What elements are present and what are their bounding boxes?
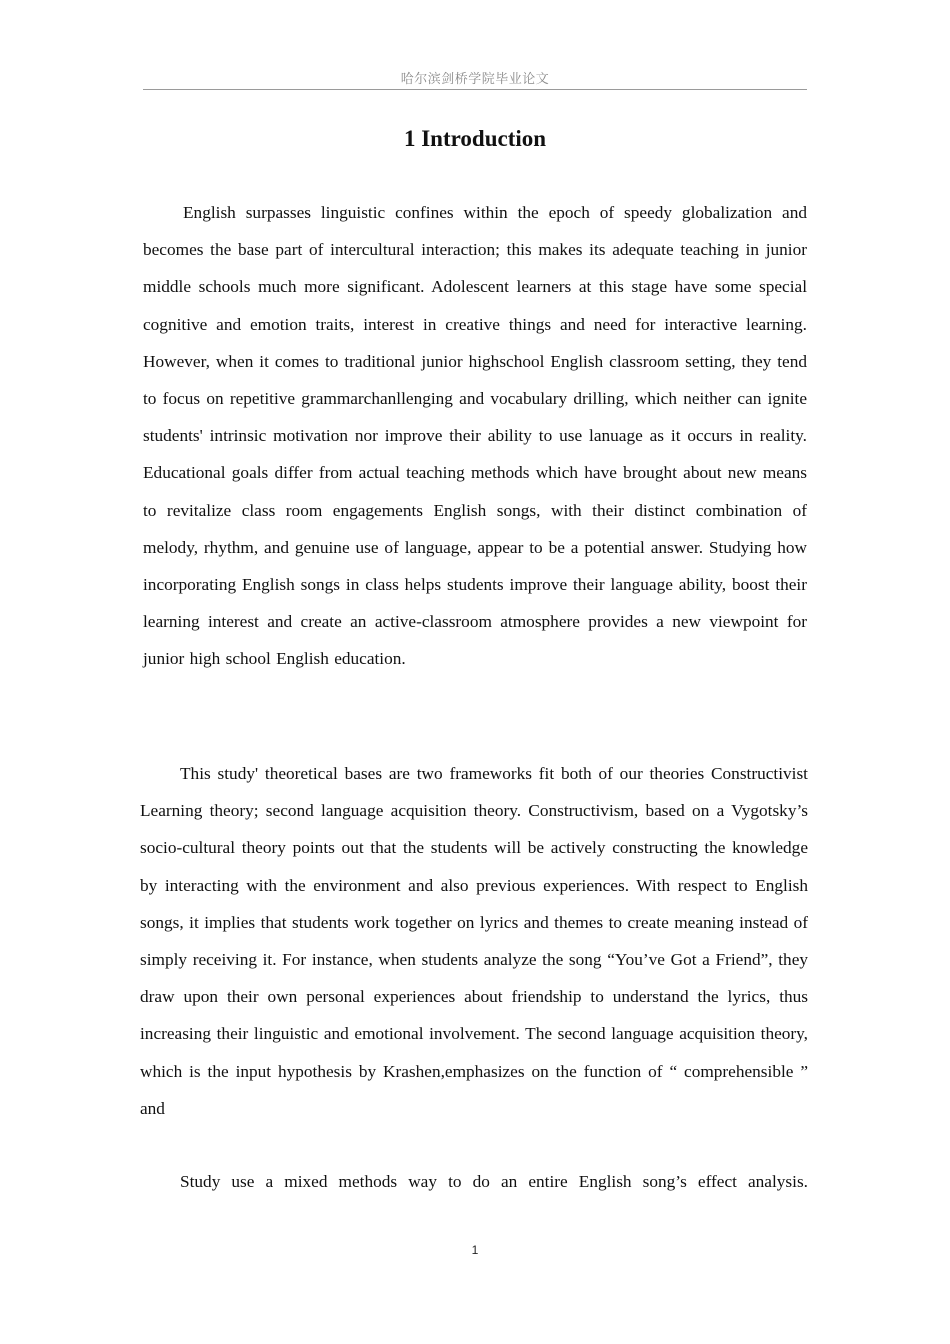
page-number: 1: [471, 1243, 479, 1257]
body-paragraph: Study use a mixed methods way to do an entire English song’s effect analysis.: [180, 1172, 808, 1191]
body-paragraph: This study' theoretical bases are two frameworks fit both of our theories Constructivist Learning theory; second language acquisition theory. Constructivism, based on a Vygotsky’s socio-cultural theory points out that the students will be actively constructing the knowledge by interacting with the environment and also previous experiences. With respect to English songs, it implies that students work together on lyrics and themes to create meaning instead of simply receiving it. For instance, when students analyze the song “You’ve Got a Friend”, they draw upon their own personal experiences about friendship to understand the lyrics, thus increasing their linguistic and emotional involvement. The second language acquisition theory, which is the input hypothesis by Krashen,emphasizes on the function of “ comprehensible ” and: [140, 764, 808, 1118]
page-header-text: 哈尔滨剑桥学院毕业论文: [400, 71, 550, 86]
chapter-title: 1 Introduction: [403, 126, 547, 151]
body-paragraph: English surpasses linguistic confines within the epoch of speedy globalization and becomes the base part of intercultural interaction; this makes its adequate teaching in junior middle schools much more significant. Adolescent learners at this stage have some special cognitive and emotion traits, interest in creative things and need for interactive learning. However, when it comes to traditional junior highschool English classroom setting, they tend to focus on repetitive grammarchanllenging and vocabulary drilling, which neither can ignite students' intrinsic motivation nor improve their ability to use lanuage as it occurs in reality. Educational goals differ from actual teaching methods which have brought about new means to revitalize class room engagements English songs, with their distinct combination of melody, rhythm, and genuine use of language, appear to be a potential answer. Studying how incorporating English songs in class helps students improve their language ability, boost their learning interest and create an active-classroom atmosphere provides a new viewpoint for junior high school English education.: [143, 203, 807, 669]
page-header-rule: [143, 89, 807, 90]
